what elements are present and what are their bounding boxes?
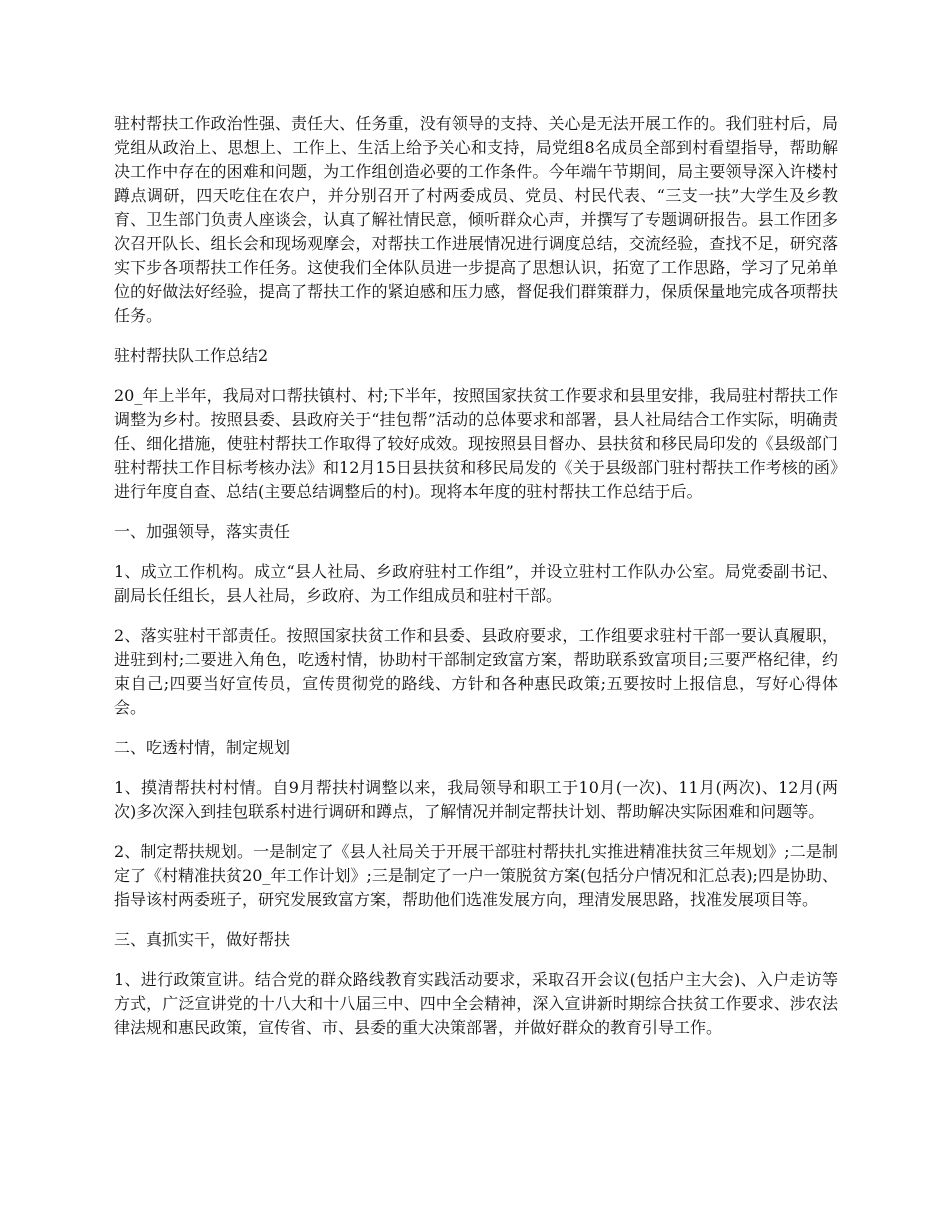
heading-strengthen-leadership: 一、加强领导，落实责任: [114, 522, 291, 541]
section-title-summary-2: 驻村帮扶队工作总结2: [114, 346, 269, 365]
paragraph-intro-2: 20_年上半年，我局对口帮扶镇村、村;下半年，按照国家扶贫工作要求和县里安排，我局驻村帮扶工作调整为乡村。按照县委、县政府关于“挂包帮”活动的总体要求和部署，县人社局结合工作实际，明确责任、细化措施，使驻村帮扶工作取得了较好成效。现按照县目督办、县扶贫和移民局印发的《县级部门驻村帮扶工作目标考核办法》和12月15日县扶贫和移民局发的《关于县级部门驻村帮扶工作考核的函》进行年度自查、总结(主要总结调整后的村)。现将本年度的驻村帮扶工作总结于后。: [114, 386, 838, 501]
paragraph-assistance-plan: 2、制定帮扶规划。一是制定了《县人社局关于开展干部驻村帮扶扎实推进精准扶贫三年规划》;二是制定了《村精准扶贫20_年工作计划》;三是制定了一户一策脱贫方案(包括分户情况和汇总表);四是协助、指导该村两委班子，研究发展致富方案，帮助他们选准发展方向，理清发展思路，找准发展项目等。: [114, 842, 838, 909]
heading-village-plan: 二、吃透村情，制定规划: [114, 738, 291, 757]
paragraph-cadre-responsibility: 2、落实驻村干部责任。按照国家扶贫工作和县委、县政府要求，工作组要求驻村干部一要认真履职，进驻到村;二要进入角色，吃透村情，协助村干部制定致富方案，帮助联系致富项目;三要严格纪律，约束自己;四要当好宣传员，宣传贯彻党的路线、方针和各种惠民政策;五要按时上报信息，写好心得体会。: [114, 626, 838, 717]
heading-practical-assistance: 三、真抓实干，做好帮扶: [114, 930, 291, 949]
document-page: [114, 112, 838, 1056]
paragraph-policy-promotion: 1、进行政策宣讲。结合党的群众路线教育实践活动要求，采取召开会议(包括户主大会)、入户走访等方式，广泛宣讲党的十八大和十八届三中、四中全会精神，深入宣讲新时期综合扶贫工作要求、涉农法律法规和惠民政策，宣传省、市、县委的重大决策部署，并做好群众的教育引导工作。: [114, 970, 838, 1037]
paragraph-work-organization: 1、成立工作机构。成立“县人社局、乡政府驻村工作组”，并设立驻村工作队办公室。局党委副书记、副局长任组长，县人社局，乡政府、为工作组成员和驻村干部。: [114, 562, 838, 605]
paragraph-leadership-support: 驻村帮扶工作政治性强、责任大、任务重，没有领导的支持、关心是无法开展工作的。我们驻村后，局党组从政治上、思想上、工作上、生活上给予关心和支持，局党组8名成员全部到村看望指导，帮助解决工作中存在的困难和问题，为工作组创造必要的工作条件。今年端午节期间，局主要领导深入许楼村蹲点调研，四天吃住在农户，并分别召开了村两委成员、党员、村民代表、“三支一扶”大学生及乡教育、卫生部门负责人座谈会，认真了解社情民意，倾听群众心声，并撰写了专题调研报告。县工作团多次召开队长、组长会和现场观摩会，对帮扶工作进展情况进行调度总结，交流经验，查找不足，研究落实下步各项帮扶工作任务。这使我们全体队员进一步提高了思想认识，拓宽了工作思路，学习了兄弟单位的好做法好经验，提高了帮扶工作的紧迫感和压力感，督促我们群策群力，保质保量地完成各项帮扶任务。: [114, 114, 838, 325]
paragraph-village-survey: 1、摸清帮扶村村情。自9月帮扶村调整以来，我局领导和职工于10月(一次)、11月(两次)、12月(两次)多次深入到挂包联系村进行调研和蹲点，了解情况并制定帮扶计划、帮助解决实际困难和问题等。: [114, 778, 838, 821]
